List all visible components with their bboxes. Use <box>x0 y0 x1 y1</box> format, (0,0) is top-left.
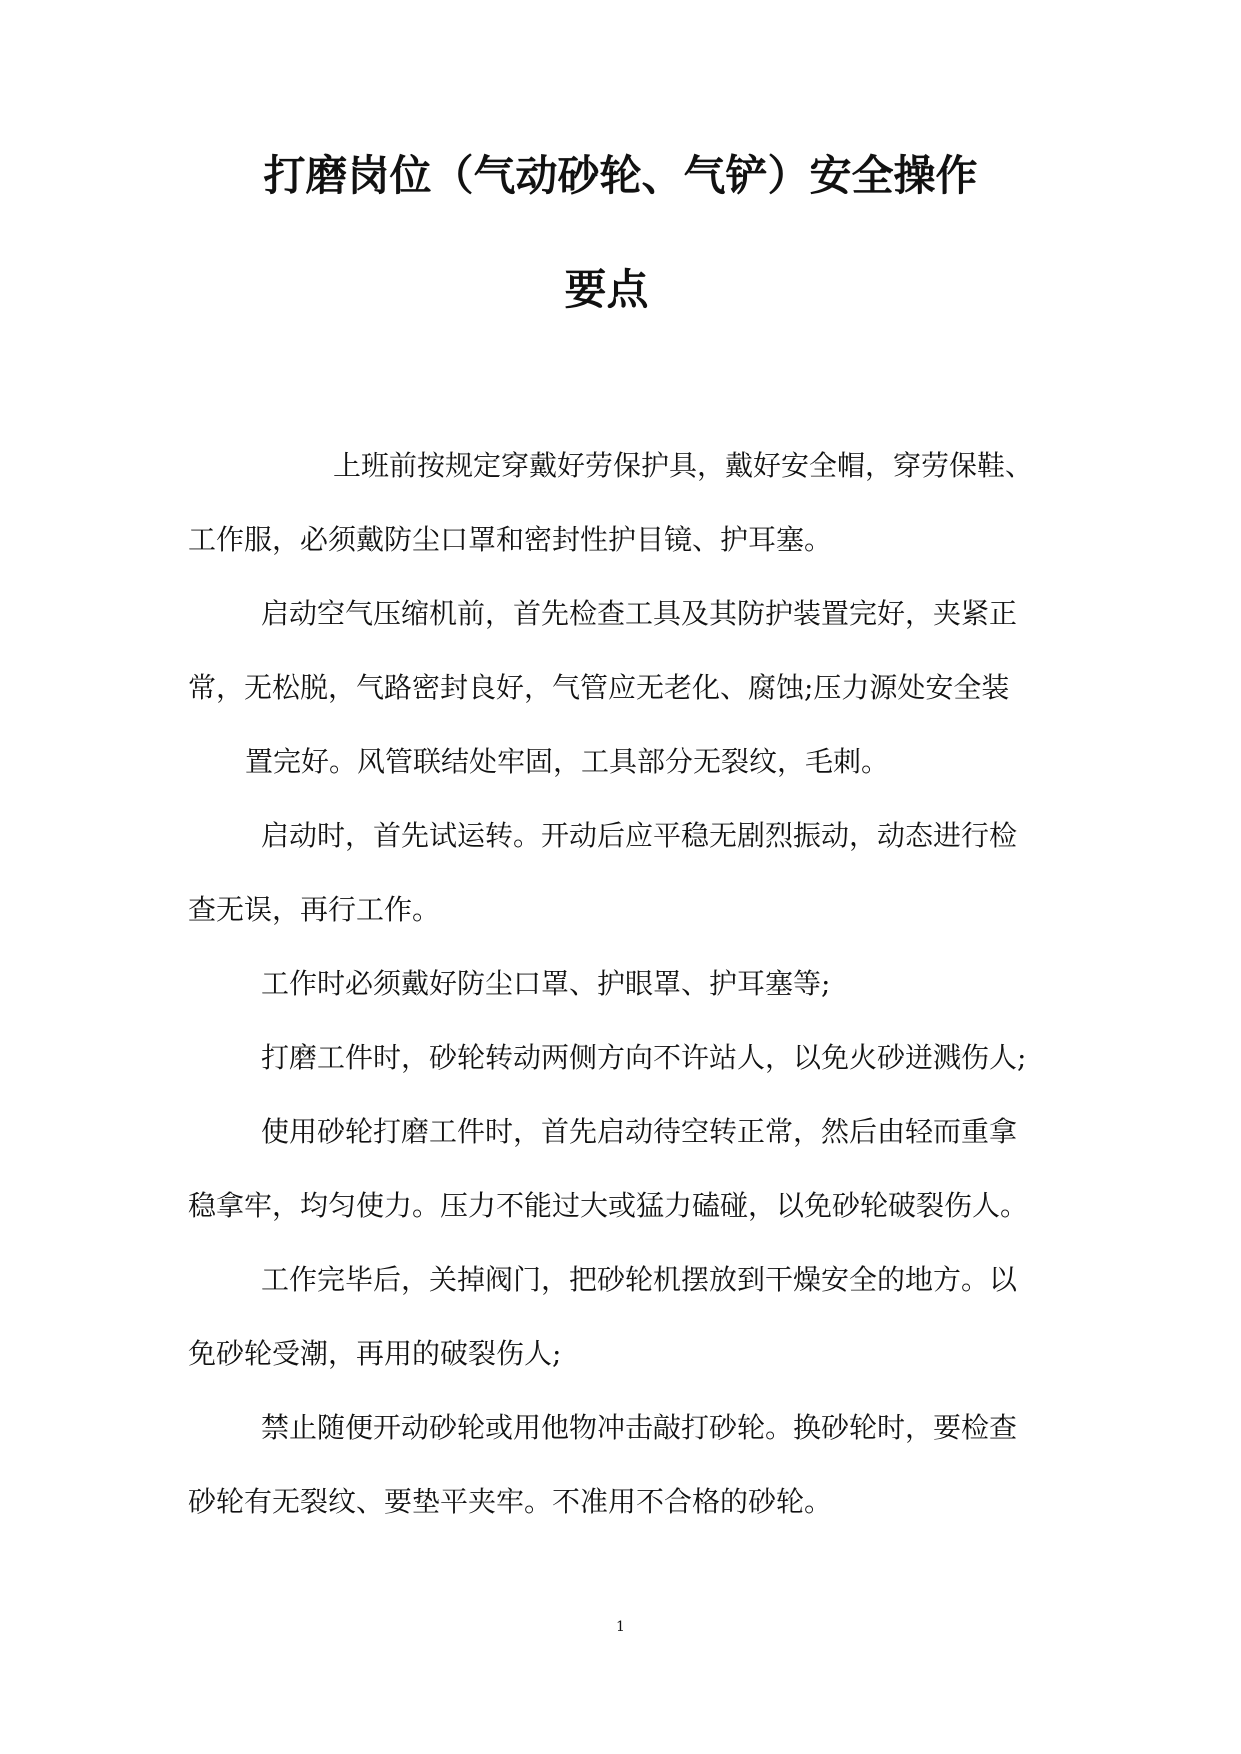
body-line: 常，无松脱，气路密封良好，气管应无老化、腐蚀;压力源处安全装 <box>188 671 1010 704</box>
body-line: 启动空气压缩机前，首先检查工具及其防护装置完好，夹紧正 <box>261 597 1018 630</box>
page-number: 1 <box>616 1619 625 1635</box>
body-line: 免砂轮受潮，再用的破裂伤人; <box>188 1337 562 1370</box>
body-line: 打磨工件时，砂轮转动两侧方向不许站人，以免火砂迸溅伤人; <box>261 1041 1027 1074</box>
body-line: 上班前按规定穿戴好劳保护具，戴好安全帽，穿劳保鞋、 <box>333 449 1034 482</box>
body-line: 稳拿牢，均匀使力。压力不能过大或猛力磕碰，以免砂轮破裂伤人。 <box>188 1189 1029 1222</box>
body-line: 工作完毕后，关掉阀门，把砂轮机摆放到干燥安全的地方。以 <box>261 1263 1018 1296</box>
body-line: 禁止随便开动砂轮或用他物冲击敲打砂轮。换砂轮时，要检查 <box>261 1411 1018 1444</box>
body-line: 启动时，首先试运转。开动后应平稳无剧烈振动，动态进行检 <box>261 819 1018 852</box>
body-line: 查无误，再行工作。 <box>188 893 441 926</box>
title-line-2: 要点 <box>564 265 649 314</box>
body-line: 置完好。风管联结处牢固，工具部分无裂纹，毛刺。 <box>245 745 890 778</box>
body-line: 工作时必须戴好防尘口罩、护眼罩、护耳塞等; <box>261 967 831 1000</box>
body-line: 工作服，必须戴防尘口罩和密封性护目镜、护耳塞。 <box>188 523 833 556</box>
body-line: 砂轮有无裂纹、要垫平夹牢。不准用不合格的砂轮。 <box>188 1485 833 1518</box>
title-line-1: 打磨岗位（气动砂轮、气铲）安全操作 <box>263 151 978 200</box>
body-line: 使用砂轮打磨工件时，首先启动待空转正常，然后由轻而重拿 <box>261 1115 1018 1148</box>
